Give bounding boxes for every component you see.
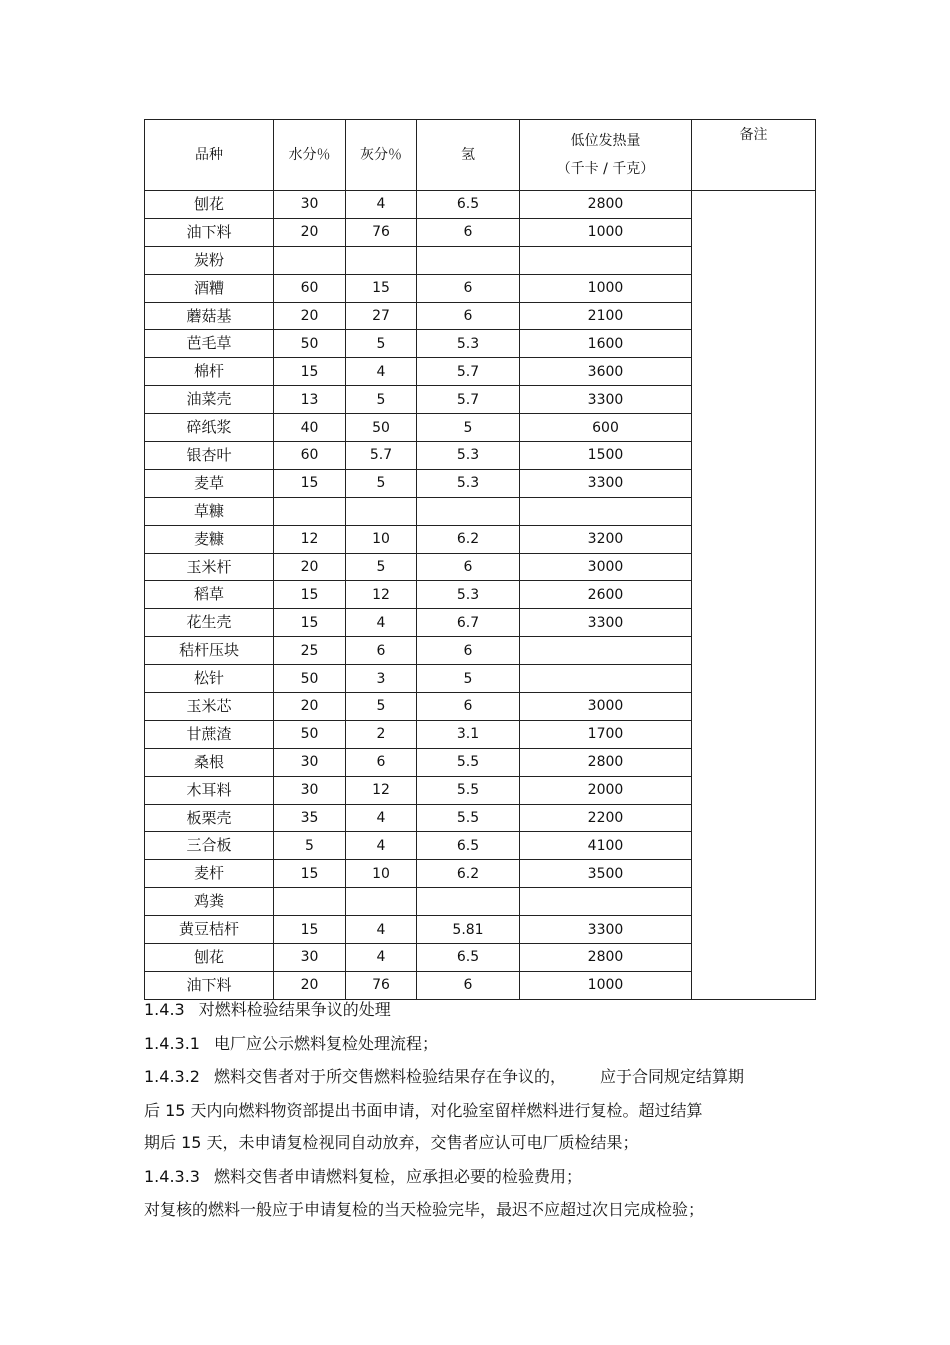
cell-heat: 3300 <box>520 916 692 944</box>
cell-ash: 2 <box>346 720 417 748</box>
cell-hydrogen: 6.2 <box>417 525 520 553</box>
cell-remark <box>692 191 816 1000</box>
cell-heat: 3500 <box>520 860 692 888</box>
cell-hydrogen: 6 <box>417 302 520 330</box>
cell-hydrogen: 5.3 <box>417 330 520 358</box>
cell-name: 松针 <box>145 665 274 693</box>
cell-moisture: 50 <box>274 665 346 693</box>
cell-ash: 76 <box>346 218 417 246</box>
cell-ash <box>346 888 417 916</box>
cell-ash: 4 <box>346 609 417 637</box>
section-number: 1.4.3 <box>144 1000 185 1019</box>
cell-name: 刨花 <box>145 944 274 972</box>
table-row <box>145 191 816 219</box>
cell-hydrogen: 5.7 <box>417 386 520 414</box>
cell-moisture: 20 <box>274 693 346 721</box>
cell-ash: 12 <box>346 581 417 609</box>
cell-heat <box>520 497 692 525</box>
cell-ash <box>346 246 417 274</box>
cell-hydrogen: 6 <box>417 218 520 246</box>
cell-heat: 3000 <box>520 553 692 581</box>
cell-moisture: 15 <box>274 609 346 637</box>
cell-moisture: 60 <box>274 442 346 470</box>
cell-hydrogen: 5.81 <box>417 916 520 944</box>
cell-moisture: 15 <box>274 581 346 609</box>
cell-name: 鸡粪 <box>145 888 274 916</box>
cell-ash: 4 <box>346 916 417 944</box>
cell-heat: 2200 <box>520 804 692 832</box>
cell-name: 板栗壳 <box>145 804 274 832</box>
clause-text: 燃料交售者对于所交售燃料检验结果存在争议的， <box>213 1067 566 1086</box>
cell-hydrogen: 5.7 <box>417 358 520 386</box>
cell-heat: 1000 <box>520 971 692 999</box>
cell-heat: 2800 <box>520 944 692 972</box>
cell-heat: 1600 <box>520 330 692 358</box>
cell-moisture <box>274 497 346 525</box>
cell-name: 花生壳 <box>145 609 274 637</box>
cell-ash: 6 <box>346 748 417 776</box>
cell-moisture: 30 <box>274 748 346 776</box>
clause-1432-line1 <box>144 1067 744 1087</box>
cell-heat: 2000 <box>520 776 692 804</box>
section-heading <box>144 1000 391 1020</box>
cell-name: 秸杆压块 <box>145 637 274 665</box>
cell-name: 甘蔗渣 <box>145 720 274 748</box>
cell-moisture: 60 <box>274 274 346 302</box>
cell-hydrogen: 6 <box>417 274 520 302</box>
cell-name: 麦杆 <box>145 860 274 888</box>
cell-heat <box>520 665 692 693</box>
cell-heat: 3200 <box>520 525 692 553</box>
cell-ash: 4 <box>346 944 417 972</box>
cell-name: 蘑菇基 <box>145 302 274 330</box>
cell-name: 草糠 <box>145 497 274 525</box>
header-heat-line2: （千卡 / 千克） <box>556 161 655 177</box>
cell-moisture: 5 <box>274 832 346 860</box>
cell-ash: 5 <box>346 469 417 497</box>
clause-1432-line3: 期后 15 天，未申请复检视同自动放弃，交售者应认可电厂质检结果； <box>144 1133 639 1152</box>
cell-moisture: 15 <box>274 860 346 888</box>
cell-ash: 10 <box>346 860 417 888</box>
cell-heat: 3000 <box>520 693 692 721</box>
cell-name: 芭毛草 <box>145 330 274 358</box>
cell-ash: 5 <box>346 330 417 358</box>
cell-hydrogen: 6.5 <box>417 944 520 972</box>
cell-name: 银杏叶 <box>145 442 274 470</box>
cell-heat: 1000 <box>520 218 692 246</box>
cell-ash: 5 <box>346 553 417 581</box>
cell-ash: 76 <box>346 971 417 999</box>
cell-heat: 1500 <box>520 442 692 470</box>
cell-heat <box>520 246 692 274</box>
header-remark: 备注 <box>692 120 816 191</box>
cell-heat: 2800 <box>520 748 692 776</box>
cell-ash: 10 <box>346 525 417 553</box>
cell-name: 棉杆 <box>145 358 274 386</box>
header-heat-value <box>520 120 692 191</box>
cell-heat <box>520 888 692 916</box>
cell-heat: 4100 <box>520 832 692 860</box>
cell-heat: 2100 <box>520 302 692 330</box>
cell-moisture: 20 <box>274 302 346 330</box>
cell-name: 酒糟 <box>145 274 274 302</box>
cell-name: 稻草 <box>145 581 274 609</box>
header-hydrogen: 氢 <box>417 120 520 191</box>
cell-ash: 5 <box>346 386 417 414</box>
cell-hydrogen: 5.3 <box>417 581 520 609</box>
cell-ash: 3 <box>346 665 417 693</box>
cell-ash <box>346 497 417 525</box>
header-moisture: 水分％ <box>274 120 346 191</box>
cell-hydrogen: 6.2 <box>417 860 520 888</box>
cell-ash: 50 <box>346 414 417 442</box>
cell-name: 刨花 <box>145 191 274 219</box>
cell-name: 油菜壳 <box>145 386 274 414</box>
cell-moisture: 30 <box>274 191 346 219</box>
header-heat-line1: 低位发热量 <box>570 133 641 149</box>
fuel-table <box>144 119 816 1000</box>
cell-ash: 6 <box>346 637 417 665</box>
cell-moisture: 20 <box>274 971 346 999</box>
header-ash: 灰分％ <box>346 120 417 191</box>
cell-heat: 2800 <box>520 191 692 219</box>
cell-name: 油下料 <box>145 971 274 999</box>
cell-hydrogen: 5 <box>417 665 520 693</box>
clause-1433 <box>144 1167 582 1187</box>
cell-hydrogen: 6.5 <box>417 832 520 860</box>
cell-name: 玉米杆 <box>145 553 274 581</box>
cell-heat: 3300 <box>520 469 692 497</box>
cell-name: 黄豆桔杆 <box>145 916 274 944</box>
clause-1431 <box>144 1034 438 1054</box>
cell-name: 三合板 <box>145 832 274 860</box>
cell-name: 油下料 <box>145 218 274 246</box>
cell-name: 麦草 <box>145 469 274 497</box>
cell-hydrogen: 5.5 <box>417 804 520 832</box>
cell-heat <box>520 637 692 665</box>
cell-moisture: 20 <box>274 553 346 581</box>
clause-text: 燃料交售者申请燃料复检，应承担必要的检验费用； <box>213 1167 582 1186</box>
cell-hydrogen: 6 <box>417 553 520 581</box>
clause-text: 电厂应公示燃料复检处理流程； <box>213 1034 438 1053</box>
cell-hydrogen: 5.3 <box>417 469 520 497</box>
clause-1432-line2: 后 15 天内向燃料物资部提出书面申请，对化验室留样燃料进行复检。超过结算 <box>144 1101 703 1120</box>
cell-name: 木耳料 <box>145 776 274 804</box>
cell-moisture: 30 <box>274 944 346 972</box>
final-paragraph: 对复核的燃料一般应于申请复检的当天检验完毕，最迟不应超过次日完成检验； <box>144 1200 705 1219</box>
table-body <box>145 191 816 1000</box>
header-variety: 品种 <box>145 120 274 191</box>
cell-moisture <box>274 246 346 274</box>
cell-hydrogen: 6 <box>417 971 520 999</box>
cell-moisture <box>274 888 346 916</box>
cell-hydrogen: 5.5 <box>417 748 520 776</box>
cell-ash: 4 <box>346 191 417 219</box>
cell-hydrogen: 3.1 <box>417 720 520 748</box>
cell-hydrogen <box>417 497 520 525</box>
cell-hydrogen: 5.5 <box>417 776 520 804</box>
cell-ash: 4 <box>346 832 417 860</box>
cell-hydrogen <box>417 246 520 274</box>
cell-ash: 15 <box>346 274 417 302</box>
section-title: 对燃料检验结果争议的处理 <box>198 1000 391 1019</box>
cell-heat: 3300 <box>520 609 692 637</box>
cell-name: 桑根 <box>145 748 274 776</box>
cell-moisture: 12 <box>274 525 346 553</box>
cell-moisture: 35 <box>274 804 346 832</box>
cell-name: 碎纸浆 <box>145 414 274 442</box>
clause-number: 1.4.3.3 <box>144 1167 200 1186</box>
table-header-row <box>145 120 816 191</box>
cell-hydrogen: 6.5 <box>417 191 520 219</box>
cell-heat: 3600 <box>520 358 692 386</box>
cell-moisture: 15 <box>274 916 346 944</box>
cell-ash: 5 <box>346 693 417 721</box>
cell-hydrogen: 6.7 <box>417 609 520 637</box>
clause-number: 1.4.3.1 <box>144 1034 200 1053</box>
cell-ash: 12 <box>346 776 417 804</box>
cell-heat: 2600 <box>520 581 692 609</box>
clause-number: 1.4.3.2 <box>144 1067 200 1086</box>
cell-moisture: 20 <box>274 218 346 246</box>
cell-hydrogen: 5.3 <box>417 442 520 470</box>
cell-ash: 4 <box>346 358 417 386</box>
cell-hydrogen: 6 <box>417 637 520 665</box>
cell-hydrogen: 5 <box>417 414 520 442</box>
cell-heat: 1700 <box>520 720 692 748</box>
cell-moisture: 30 <box>274 776 346 804</box>
clause-text: 应于合同规定结算期 <box>600 1067 745 1086</box>
cell-ash: 5.7 <box>346 442 417 470</box>
cell-heat: 1000 <box>520 274 692 302</box>
cell-moisture: 15 <box>274 358 346 386</box>
cell-heat: 3300 <box>520 386 692 414</box>
cell-hydrogen <box>417 888 520 916</box>
cell-name: 麦糠 <box>145 525 274 553</box>
cell-moisture: 40 <box>274 414 346 442</box>
cell-moisture: 25 <box>274 637 346 665</box>
cell-ash: 27 <box>346 302 417 330</box>
cell-hydrogen: 6 <box>417 693 520 721</box>
cell-moisture: 13 <box>274 386 346 414</box>
cell-name: 玉米芯 <box>145 693 274 721</box>
cell-ash: 4 <box>346 804 417 832</box>
cell-moisture: 15 <box>274 469 346 497</box>
cell-moisture: 50 <box>274 720 346 748</box>
cell-heat: 600 <box>520 414 692 442</box>
cell-moisture: 50 <box>274 330 346 358</box>
cell-name: 炭粉 <box>145 246 274 274</box>
